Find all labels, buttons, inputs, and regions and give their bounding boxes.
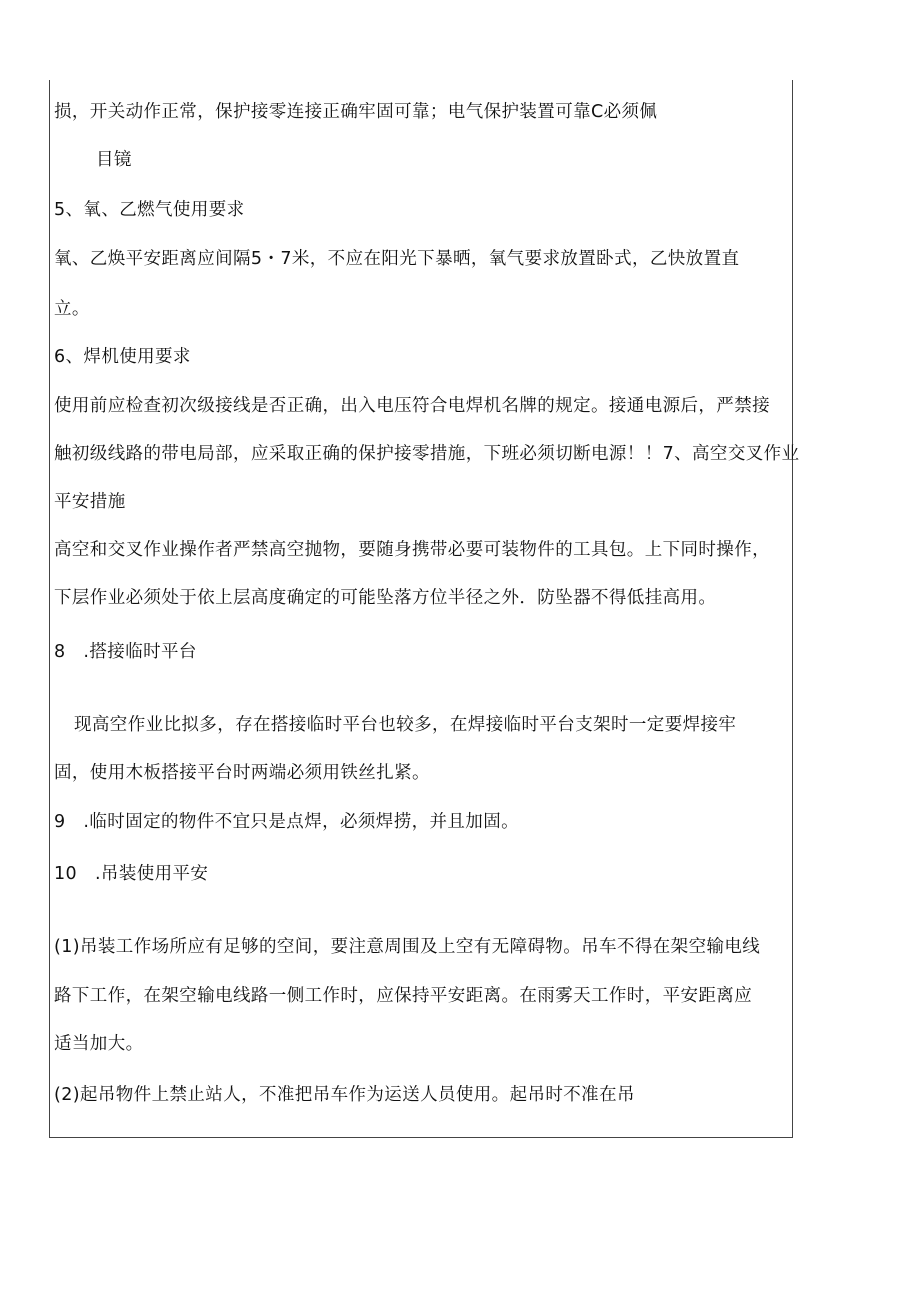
text-line: 平安措施 [54,492,126,512]
text-line: 氧、乙焕平安距离应间隔5・7米，不应在阳光下暴晒，氧气要求放置卧式，乙快放置直 [54,249,740,269]
text-line: 使用前应检查初次级接线是否正确，出入电压符合电焊机名牌的规定。接通电源后，严禁接 [54,396,770,416]
text-line: (1)吊装工作场所应有足够的空间，要注意周围及上空有无障碍物。吊车不得在架空输电线 [54,937,761,957]
text-line: 高空和交叉作业操作者严禁高空抛物，要随身携带必要可装物件的工具包。上下同时操作， [54,540,770,560]
section-heading: 10 .吊装使用平安 [54,864,209,884]
text-line: 目镜 [96,150,132,170]
text-line: 路下工作，在架空输电线路一侧工作时，应保持平安距离。在雨雾天工作时，平安距离应 [54,986,753,1006]
text-line: (2)起吊物件上禁止站人，不准把吊车作为运送人员使用。起吊时不准在吊 [54,1085,635,1105]
text-line: 损，开关动作正常，保护接零连接正确牢固可靠；电气保护装置可靠C必须佩 [54,102,658,122]
text-line: 立。 [54,299,90,319]
section-heading: 8 .搭接临时平台 [54,642,197,662]
text-line: 固，使用木板搭接平台时两端必须用铁丝扎紧。 [54,763,430,783]
text-line: 适当加大。 [54,1034,144,1054]
text-line: 下层作业必须处于依上层高度确定的可能坠落方位半径之外．防坠器不得低挂高用。 [54,588,717,608]
section-heading: 6、焊机使用要求 [54,347,191,367]
text-line: 9 .临时固定的物件不宜只是点焊，必须焊捞，并且加固。 [54,812,519,832]
text-line: 现高空作业比拟多，存在搭接临时平台也较多，在焊接临时平台支架时一定要焊接牢 [74,715,737,735]
section-heading: 5、氧、乙燃气使用要求 [54,200,245,220]
text-line: 触初级线路的带电局部，应采取正确的保护接零措施，下班必须切断电源！！7、高空交叉作业 [54,444,800,464]
